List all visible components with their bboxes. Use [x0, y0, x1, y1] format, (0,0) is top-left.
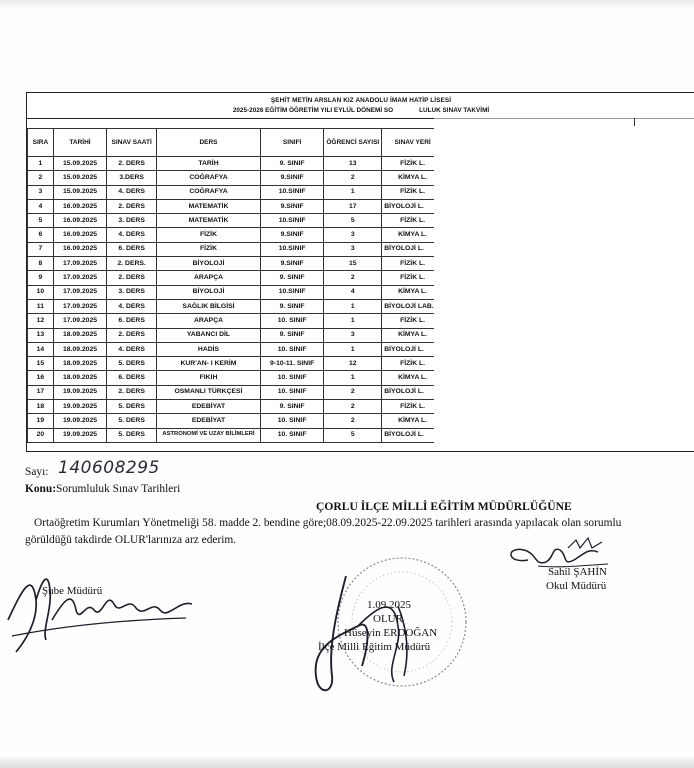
row-room: BİYOLOJİ L. [382, 199, 444, 213]
sayi-number: 140608295 [58, 458, 160, 478]
row-date: 17.09.2025 [53, 285, 106, 299]
director-name: Hüseyin ERDOĞAN [344, 627, 438, 639]
cover-rule [434, 118, 694, 119]
row-room: FİZİK L. [382, 157, 444, 171]
row-class: 10. SINIF [260, 342, 323, 356]
addressee: ÇORLU İLÇE MİLLİ EĞİTİM MÜDÜRLÜĞÜNE [316, 500, 572, 513]
row-class: 10. SINIF [260, 314, 323, 328]
row-room: BİYOLOJİ L. [382, 428, 444, 442]
row-course: FİZİK [157, 228, 261, 242]
row-period: 2. DERS [107, 328, 157, 342]
row-period: 4. DERS [107, 342, 157, 356]
row-period: 5. DERS [107, 357, 157, 371]
branch-manager-title: Şube Müdürü [42, 585, 103, 597]
branch-manager-signature [2, 560, 202, 660]
olur-label: OLUR [373, 613, 403, 625]
row-date: 15.09.2025 [53, 157, 106, 171]
row-index: 6 [28, 228, 54, 242]
row-class: 10.SINIF [260, 242, 323, 256]
row-index: 8 [28, 257, 54, 271]
row-class: 9. SINIF [260, 400, 323, 414]
row-period: 2. DERS [107, 385, 157, 399]
letter-body-line-2: görüldüğü takdirde OLUR'larınıza arz ederim. [25, 534, 237, 546]
header-cell: ÖĞRENCİ SAYISI [324, 129, 382, 157]
row-class: 9.SINIF [260, 199, 323, 213]
row-course: ARAPÇA [157, 314, 261, 328]
row-class: 10. SINIF [260, 371, 323, 385]
header-cell: SINIFI [260, 129, 323, 157]
row-date: 17.09.2025 [53, 257, 106, 271]
row-room: KİMYA L. [382, 171, 444, 185]
row-date: 19.09.2025 [53, 385, 106, 399]
row-course: EDEBİYAT [157, 400, 261, 414]
header-cell: SIRA [28, 129, 54, 157]
row-course: FIKIH [157, 371, 261, 385]
row-class: 10.SINIF [260, 185, 323, 199]
subtitle-tail: LULUK SINAV TAKVİMİ [419, 107, 490, 114]
row-index: 4 [28, 199, 54, 213]
row-room: FİZİK L. [382, 314, 444, 328]
director-title: İlçe Milli Eğitim Müdürü [318, 641, 431, 653]
row-index: 20 [28, 428, 54, 442]
row-class: 10. SINIF [260, 428, 323, 442]
row-room: BİYOLOJİ L. [382, 242, 444, 256]
row-student-count: 1 [324, 185, 382, 199]
row-date: 17.09.2025 [53, 314, 106, 328]
row-student-count: 2 [324, 400, 382, 414]
row-student-count: 5 [324, 214, 382, 228]
row-student-count: 1 [324, 299, 382, 313]
row-index: 2 [28, 171, 54, 185]
cover-sheet [434, 118, 694, 451]
principal-title: Okul Müdürü [546, 580, 607, 592]
letter-body-line-1: Ortaöğretim Kurumları Yönetmeliği 58. madde 2. bendine göre;08.09.2025-22.09.2025 tarihleri arasında yapılacak olan sorumlu [34, 517, 622, 529]
row-index: 3 [28, 185, 54, 199]
row-index: 15 [28, 357, 54, 371]
row-course: ASTRONOMİ VE UZAY BİLİMLERİ [157, 428, 261, 442]
row-index: 18 [28, 400, 54, 414]
school-name: ŞEHİT METİN ARSLAN KIZ ANADOLU İMAM HATİP LİSESİ [270, 97, 452, 104]
row-course: FİZİK [157, 242, 261, 256]
konu-label: Konu: [25, 483, 57, 495]
row-date: 18.09.2025 [53, 371, 106, 385]
row-course: SAĞLIK BİLGİSİ [157, 299, 261, 313]
row-date: 16.09.2025 [53, 214, 106, 228]
row-index: 10 [28, 285, 54, 299]
row-period: 3.DERS [107, 171, 157, 185]
row-index: 7 [28, 242, 54, 256]
row-period: 2. DERS [107, 157, 157, 171]
cover-tick [634, 118, 635, 126]
row-course: MATEMATİK [157, 214, 261, 228]
header-cell: SINAV YERİ [382, 129, 444, 157]
row-class: 10. SINIF [260, 385, 323, 399]
principal-name: Sahil ŞAHİN [548, 566, 607, 578]
row-index: 5 [28, 214, 54, 228]
row-period: 3. DERS [107, 285, 157, 299]
row-room: FİZİK L. [382, 271, 444, 285]
row-student-count: 3 [324, 228, 382, 242]
row-student-count: 2 [324, 271, 382, 285]
row-course: YABANCI DİL [157, 328, 261, 342]
row-class: 9.SINIF [260, 257, 323, 271]
row-room: BİYOLOJİ LAB. [382, 299, 444, 313]
row-period: 6. DERS [107, 314, 157, 328]
row-date: 18.09.2025 [53, 357, 106, 371]
row-room: KİMYA L. [382, 371, 444, 385]
row-period: 5. DERS [107, 428, 157, 442]
schedule-subtitle [27, 107, 694, 114]
row-student-count: 13 [324, 157, 382, 171]
row-class: 9-10-11. SINIF [260, 357, 323, 371]
header-cell: TARİHİ [53, 129, 106, 157]
row-index: 12 [28, 314, 54, 328]
row-class: 9.SINIF [260, 228, 323, 242]
olur-date: 1.09.2025 [367, 599, 411, 611]
row-student-count: 3 [324, 328, 382, 342]
scan-bottom-edge [0, 755, 694, 768]
row-student-count: 2 [324, 171, 382, 185]
scan-top-edge [0, 0, 694, 8]
row-class: 9. SINIF [260, 157, 323, 171]
row-student-count: 1 [324, 371, 382, 385]
row-class: 10.SINIF [260, 214, 323, 228]
row-date: 19.09.2025 [53, 400, 106, 414]
row-period: 4. DERS [107, 299, 157, 313]
row-date: 17.09.2025 [53, 299, 106, 313]
row-period: 2. DERS [107, 271, 157, 285]
row-student-count: 15 [324, 257, 382, 271]
row-date: 19.09.2025 [53, 414, 106, 428]
row-date: 19.09.2025 [53, 428, 106, 442]
row-room: BİYOLOJİ L. [382, 385, 444, 399]
row-class: 10.SINIF [260, 285, 323, 299]
row-room: FİZİK L. [382, 400, 444, 414]
row-course: HADİS [157, 342, 261, 356]
row-date: 18.09.2025 [53, 328, 106, 342]
konu-line [25, 483, 180, 495]
row-room: KİMYA L. [382, 285, 444, 299]
row-date: 16.09.2025 [53, 242, 106, 256]
row-class: 9. SINIF [260, 328, 323, 342]
row-class: 10. SINIF [260, 414, 323, 428]
row-student-count: 2 [324, 385, 382, 399]
row-room: KİMYA L. [382, 328, 444, 342]
row-student-count: 12 [324, 357, 382, 371]
row-period: 3. DERS [107, 214, 157, 228]
row-index: 13 [28, 328, 54, 342]
row-period: 5. DERS [107, 414, 157, 428]
row-student-count: 17 [324, 199, 382, 213]
row-date: 16.09.2025 [53, 228, 106, 242]
row-course: COĞRAFYA [157, 171, 261, 185]
row-student-count: 1 [324, 342, 382, 356]
row-period: 2. DERS. [107, 257, 157, 271]
subtitle-text: 2025-2026 EĞİTİM ÖĞRETİM YILI EYLÜL DÖNEMİ SO [232, 107, 394, 114]
row-period: 4. DERS [107, 228, 157, 242]
row-student-count: 5 [324, 428, 382, 442]
row-room: FİZİK L. [382, 357, 444, 371]
row-index: 11 [28, 299, 54, 313]
row-course: EDEBİYAT [157, 414, 261, 428]
row-course: COĞRAFYA [157, 185, 261, 199]
row-date: 15.09.2025 [53, 171, 106, 185]
row-room: KİMYA L. [382, 414, 444, 428]
row-period: 4. DERS [107, 185, 157, 199]
row-period: 6. DERS [107, 242, 157, 256]
konu-value: Sorumluluk Sınav Tarihleri [56, 483, 181, 495]
row-index: 17 [28, 385, 54, 399]
row-room: FİZİK L. [382, 185, 444, 199]
row-student-count: 3 [324, 242, 382, 256]
row-index: 1 [28, 157, 54, 171]
row-date: 16.09.2025 [53, 199, 106, 213]
row-room: KİMYA L. [382, 228, 444, 242]
row-date: 18.09.2025 [53, 342, 106, 356]
header-cell: DERS [157, 129, 261, 157]
header-cell: SINAV SAATİ [107, 129, 157, 157]
row-course: BİYOLOJİ [157, 285, 261, 299]
row-course: OSMANLI TÜRKÇESİ [157, 385, 261, 399]
row-student-count: 4 [324, 285, 382, 299]
row-period: 6. DERS [107, 371, 157, 385]
row-course: ARAPÇA [157, 271, 261, 285]
row-student-count: 2 [324, 414, 382, 428]
row-index: 16 [28, 371, 54, 385]
sayi-label: Sayı: [25, 466, 49, 478]
row-class: 9. SINIF [260, 271, 323, 285]
row-course: TARİH [157, 157, 261, 171]
row-class: 9. SINIF [260, 299, 323, 313]
row-course: MATEMATİK [157, 199, 261, 213]
row-index: 9 [28, 271, 54, 285]
row-room: FİZİK L. [382, 257, 444, 271]
row-date: 15.09.2025 [53, 185, 106, 199]
row-student-count: 1 [324, 314, 382, 328]
row-class: 9.SINIF [260, 171, 323, 185]
row-period: 5. DERS [107, 400, 157, 414]
row-period: 2. DERS [107, 199, 157, 213]
row-course: BİYOLOJİ [157, 257, 261, 271]
row-room: FİZİK L. [382, 214, 444, 228]
row-index: 19 [28, 414, 54, 428]
row-date: 17.09.2025 [53, 271, 106, 285]
row-index: 14 [28, 342, 54, 356]
row-room: BİYOLOJİ L. [382, 342, 444, 356]
row-course: KUR'AN- I KERİM [157, 357, 261, 371]
